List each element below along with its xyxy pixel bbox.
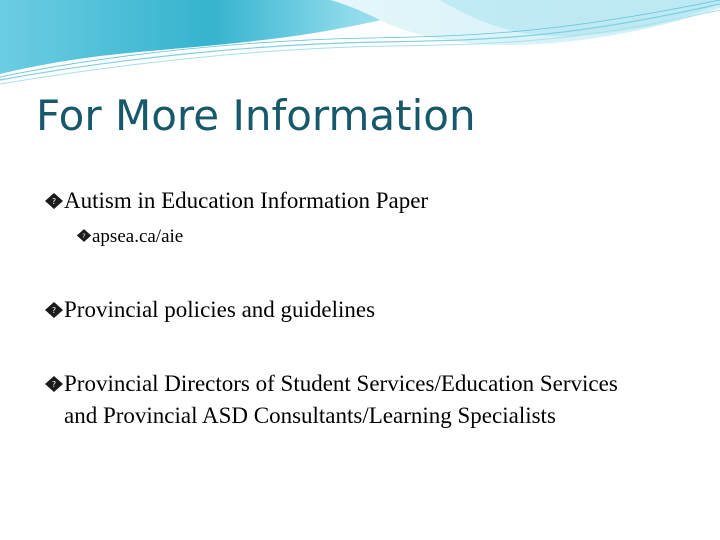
- bullet-text: Autism in Education Information Paper: [64, 188, 429, 213]
- svg-text:?: ?: [51, 197, 57, 206]
- svg-text:?: ?: [51, 380, 57, 389]
- bullet-item: [44, 185, 664, 217]
- bullet-item: [44, 368, 654, 432]
- missing-glyph-icon: [44, 192, 64, 210]
- bullet-hanging-block: [44, 368, 654, 432]
- bullet-item: [44, 294, 664, 326]
- missing-glyph-icon: [44, 301, 64, 319]
- svg-text:?: ?: [51, 306, 57, 315]
- missing-glyph-icon: [44, 375, 64, 393]
- svg-text:?: ?: [82, 231, 86, 240]
- bullet-text: Provincial policies and guidelines: [64, 297, 376, 322]
- bullet-text: Provincial Directors of Student Services/Education Services and Provincial ASD Consultants/Learning Specialists: [64, 371, 618, 428]
- bullet-item-sub: [76, 224, 636, 250]
- slide-title: For More Information: [36, 91, 476, 140]
- missing-glyph-icon: [76, 228, 92, 243]
- bullet-link-text: apsea.ca/aie: [92, 226, 184, 247]
